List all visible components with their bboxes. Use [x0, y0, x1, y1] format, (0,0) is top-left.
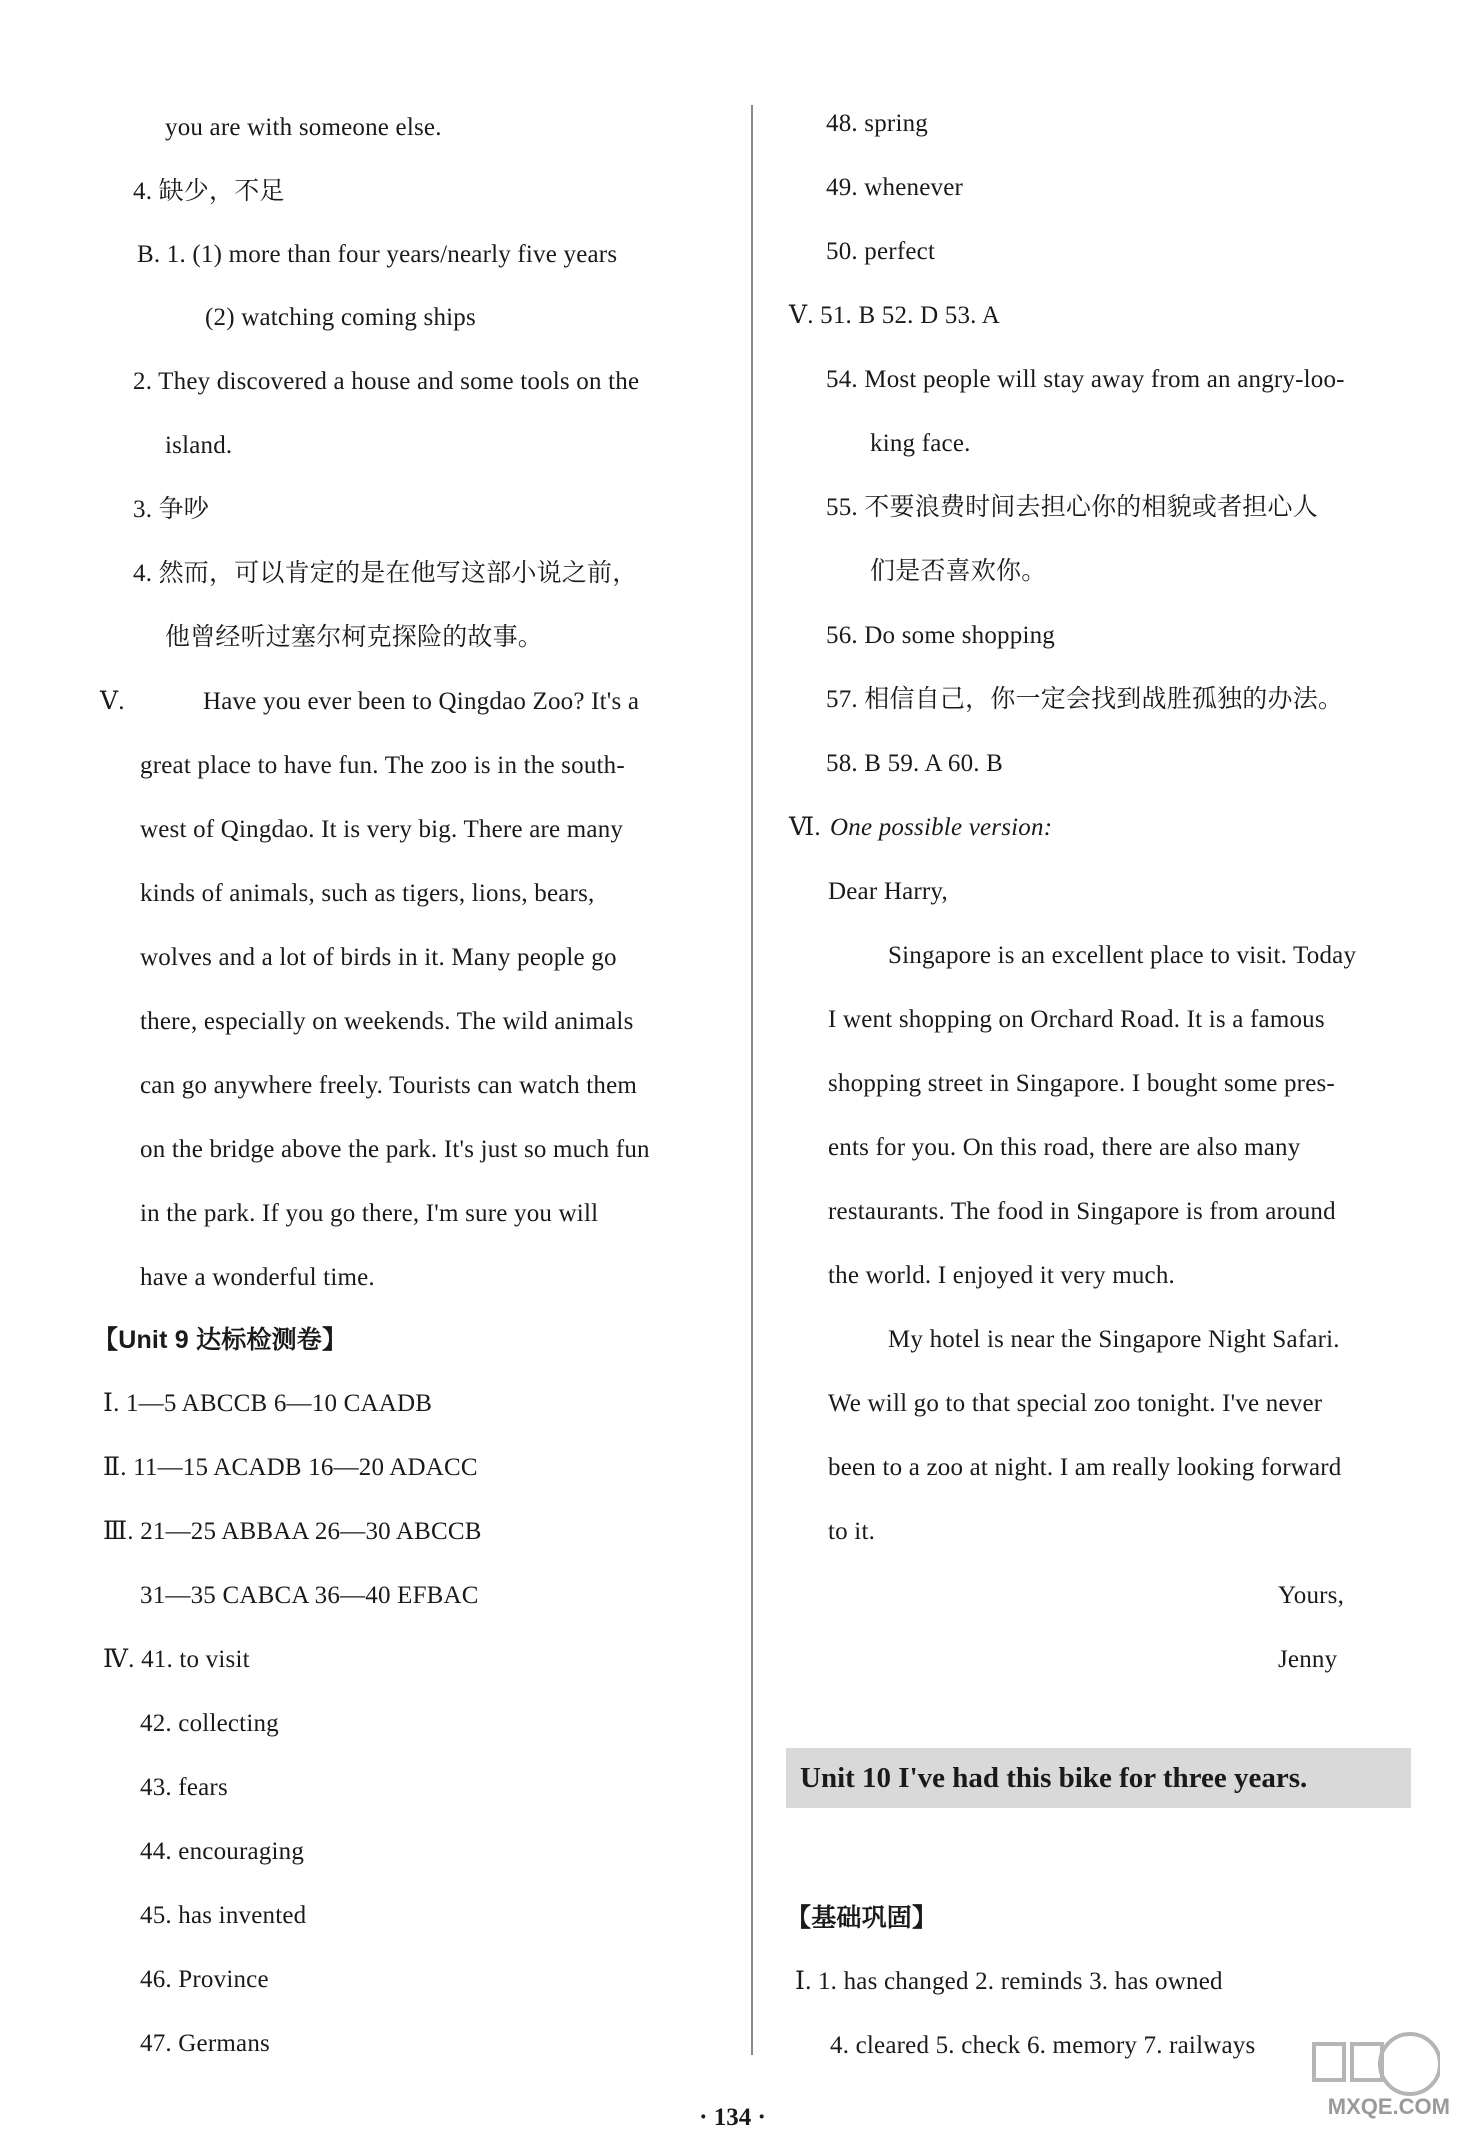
text-line: you are with someone else. [165, 114, 442, 141]
text-line: 4. 缺少，不足 [133, 178, 285, 205]
answer-line: 43. fears [140, 1774, 228, 1801]
letter-closing: Yours, [1278, 1582, 1345, 1609]
page-number: · 134 · [699, 2104, 766, 2131]
watermark-text: MXQE.COM [1327, 2094, 1450, 2119]
letter-line: We will go to that special zoo tonight. I've never [828, 1390, 1323, 1417]
answer-line: 56. Do some shopping [826, 622, 1055, 649]
letter-line: been to a zoo at night. I am really looking forward [828, 1454, 1342, 1481]
text-line: 3. 争吵 [133, 496, 210, 523]
letter-signature: Jenny [1278, 1646, 1338, 1673]
text-line: great place to have fun. The zoo is in the south- [140, 752, 625, 779]
letter-line: shopping street in Singapore. I bought some pres- [828, 1070, 1335, 1097]
text-line: have a wonderful time. [140, 1264, 375, 1291]
text-line: can go anywhere freely. Tourists can watch them [140, 1072, 638, 1099]
unit-title: Unit 10 I've had this bike for three years. [800, 1762, 1308, 1794]
watermark-seal-icon [1310, 2030, 1440, 2100]
answer-line: 47. Germans [140, 2030, 270, 2057]
letter-line: Singapore is an excellent place to visit. Today [888, 942, 1357, 969]
answer-line: 42. collecting [140, 1710, 279, 1737]
text-line: there, especially on weekends. The wild animals [140, 1008, 634, 1035]
answer-line: 4. cleared 5. check 6. memory 7. railways [830, 2032, 1256, 2059]
text-line: Have you ever been to Qingdao Zoo? It's a [203, 688, 640, 715]
text-line: west of Qingdao. It is very big. There are many [140, 816, 624, 843]
answer-line: king face. [870, 430, 971, 457]
text-line: 4. 然而，可以肯定的是在他写这部小说之前， [133, 560, 638, 587]
unit-banner [786, 1748, 1411, 1808]
text-line: 他曾经听过塞尔柯克探险的故事。 [165, 624, 544, 651]
text-line: wolves and a lot of birds in it. Many people go [140, 944, 617, 971]
text-line: on the bridge above the park. It's just so much fun [140, 1136, 650, 1163]
section-heading: 【Unit 9 达标检测卷】 [93, 1326, 348, 1354]
answer-line: 们是否喜欢你。 [870, 558, 1047, 585]
answer-line: Ⅳ. 41. to visit [103, 1646, 250, 1673]
version-label: One possible version: [830, 814, 1053, 841]
text-line: 2. They discovered a house and some tools on the [133, 368, 640, 395]
text-line: island. [165, 432, 233, 459]
answer-line: Ⅰ. 1. has changed 2. reminds 3. has owned [795, 1968, 1223, 1995]
answer-line: 58. B 59. A 60. B [826, 750, 1004, 777]
answer-line: 57. 相信自己，你一定会找到战胜孤独的办法。 [826, 686, 1344, 713]
section-heading: 【基础巩固】 [786, 1904, 938, 1932]
answer-line: Ⅴ. 51. B 52. D 53. A [789, 302, 1000, 329]
answer-line: 31—35 CABCA 36—40 EFBAC [140, 1582, 479, 1609]
letter-line: to it. [828, 1518, 876, 1545]
text-line: B. 1. (1) more than four years/nearly five years [137, 241, 618, 268]
section-label: Ⅴ. [100, 688, 125, 715]
answer-line: 46. Province [140, 1966, 269, 1993]
answer-line: 48. spring [826, 110, 928, 137]
letter-line: Dear Harry, [828, 878, 948, 905]
answer-line: Ⅱ. 11—15 ACADB 16—20 ADACC [103, 1454, 478, 1481]
answer-line: Ⅰ. 1—5 ABCCB 6—10 CAADB [103, 1390, 433, 1417]
answer-line: 49. whenever [826, 174, 964, 201]
answer-line: 44. encouraging [140, 1838, 305, 1865]
section-label: Ⅵ. [789, 814, 821, 841]
answer-line: 54. Most people will stay away from an angry-loo- [826, 366, 1345, 393]
letter-line: My hotel is near the Singapore Night Safari. [888, 1326, 1340, 1353]
letter-line: I went shopping on Orchard Road. It is a famous [828, 1006, 1325, 1033]
letter-line: ents for you. On this road, there are also many [828, 1134, 1301, 1161]
text-line: (2) watching coming ships [205, 304, 476, 331]
letter-line: restaurants. The food in Singapore is from around [828, 1198, 1336, 1225]
watermark [1280, 2030, 1450, 2135]
text-line: in the park. If you go there, I'm sure you will [140, 1200, 599, 1227]
answer-line: 50. perfect [826, 238, 936, 265]
answer-line: 45. has invented [140, 1902, 307, 1929]
text-line: kinds of animals, such as tigers, lions, bears, [140, 880, 595, 907]
letter-line: the world. I enjoyed it very much. [828, 1262, 1175, 1289]
answer-line: 55. 不要浪费时间去担心你的相貌或者担心人 [826, 494, 1318, 521]
answer-line: Ⅲ. 21—25 ABBAA 26—30 ABCCB [103, 1518, 482, 1545]
column-divider [751, 105, 753, 2055]
